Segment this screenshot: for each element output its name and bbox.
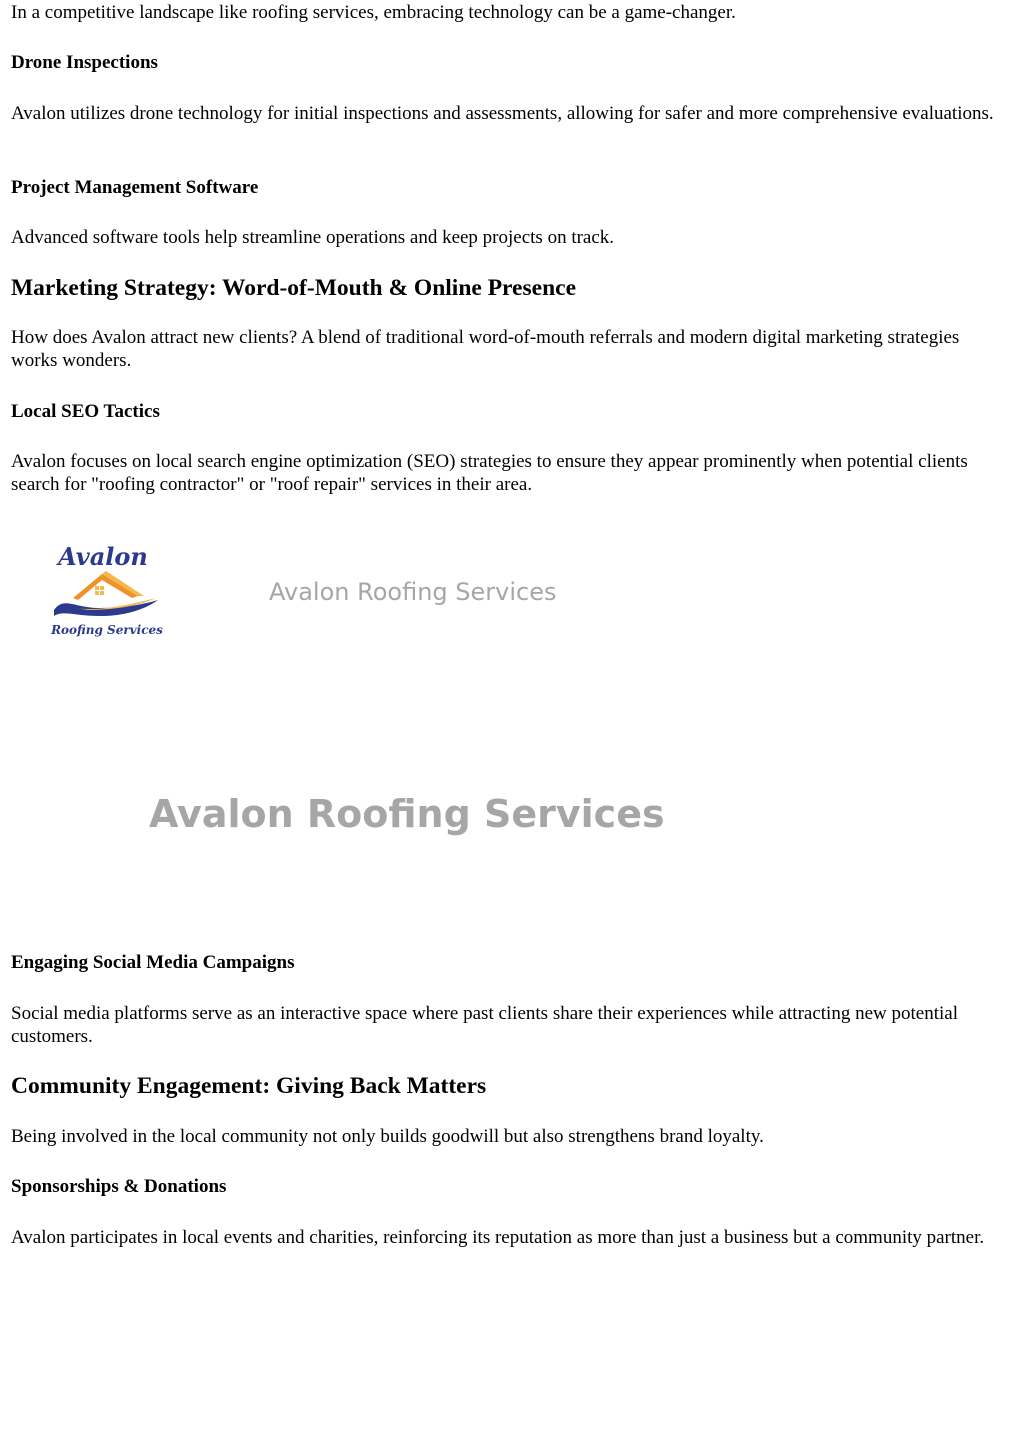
- avalon-logo-image: [40, 538, 170, 646]
- logo-caption: Avalon Roofing Services: [269, 578, 557, 606]
- community-heading: Community Engagement: Giving Back Matters: [11, 1073, 487, 1099]
- drone-heading: Drone Inspections: [11, 52, 158, 73]
- drone-paragraph: Avalon utilizes drone technology for initial inspections and assessments, allowing for safer and more comprehensive evaluations.: [11, 103, 994, 124]
- social-paragraph: Social media platforms serve as an interactive space where past clients share their experiences while attracting new potential customers.: [11, 1003, 958, 1047]
- seo-heading: Local SEO Tactics: [11, 401, 160, 422]
- sponsorships-paragraph: Avalon participates in local events and charities, reinforcing its reputation as more than just a business but a community partner.: [11, 1227, 985, 1248]
- seo-paragraph: Avalon focuses on local search engine optimization (SEO) strategies to ensure they appear prominently when potential clients search for "roofing contractor" or "roof repair" services in their area.: [11, 451, 968, 495]
- big-caption: Avalon Roofing Services: [149, 792, 665, 836]
- avalon-logo: [40, 538, 170, 646]
- marketing-paragraph: How does Avalon attract new clients? A blend of traditional word-of-mouth referrals and modern digital marketing strategies works wonders.: [11, 327, 960, 371]
- sponsorships-heading: Sponsorships & Donations: [11, 1176, 227, 1197]
- community-paragraph: Being involved in the local community not only builds goodwill but also strengthens brand loyalty.: [11, 1126, 764, 1147]
- pm-paragraph: Advanced software tools help streamline operations and keep projects on track.: [11, 227, 615, 248]
- logo-wordmark: Avalon: [58, 542, 148, 571]
- marketing-heading: Marketing Strategy: Word-of-Mouth & Online Presence: [11, 275, 576, 301]
- social-heading: Engaging Social Media Campaigns: [11, 952, 295, 973]
- intro-paragraph: In a competitive landscape like roofing services, embracing technology can be a game-changer.: [11, 2, 736, 23]
- pm-heading: Project Management Software: [11, 177, 259, 198]
- logo-tagline: Roofing Services: [51, 623, 163, 637]
